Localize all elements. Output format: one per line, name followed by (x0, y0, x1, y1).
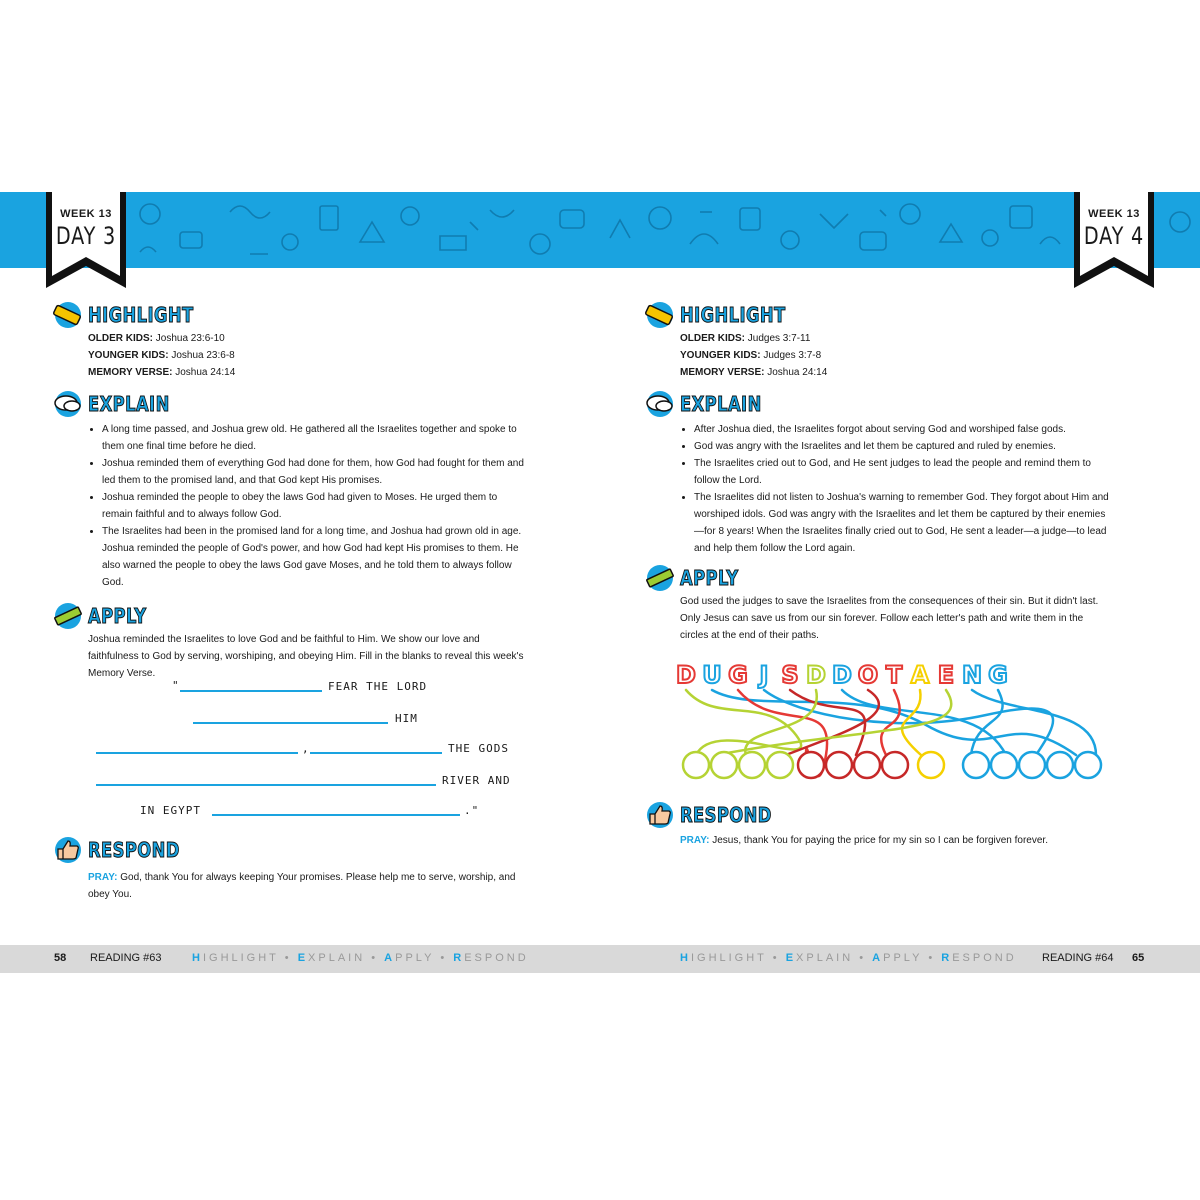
highlight-heading (50, 300, 530, 330)
maze-letter: U (702, 661, 722, 689)
younger-kids-label: YOUNGER KIDS: (88, 350, 169, 361)
doodle-banner (0, 192, 1200, 268)
highlight-title: HIGHLIGHT (88, 303, 194, 327)
explain-heading (50, 389, 530, 419)
respond-title: RESPOND (88, 838, 180, 862)
left-page (50, 300, 530, 682)
maze-letter: D (806, 661, 826, 689)
thumbs-up-icon (642, 800, 680, 830)
step-sep: • (284, 952, 292, 964)
step-rest: XPLAIN (796, 952, 854, 964)
answer-circle[interactable] (918, 752, 944, 778)
step-cap: A (384, 952, 396, 964)
answer-circle[interactable] (711, 752, 737, 778)
memory-verse-label: MEMORY VERSE: (680, 367, 765, 378)
week-tag-right (1074, 192, 1154, 288)
maze-letter: G (728, 661, 748, 689)
memory-verse-ref: Joshua 24:14 (767, 367, 828, 378)
blank-line[interactable] (193, 722, 388, 724)
step-rest: ESPOND (464, 952, 529, 964)
blank-line[interactable] (310, 752, 442, 754)
apply-text: Joshua reminded the Israelites to love God and be faithful to Him. We show our love and faithfulness to God by serving, worshiping, and obeying Him. Fill in the blanks to reveal this week's Memory Verse. (88, 634, 524, 679)
right-page (642, 300, 1114, 644)
apply-title: APPLY (680, 566, 739, 590)
step-cap: A (872, 952, 884, 964)
verse-text: IN EGYPT (140, 804, 201, 817)
maze-letter: G (988, 661, 1008, 689)
pray-body: God, thank You for always keeping Your promises. Please help me to serve, worship, and obey You. (88, 872, 516, 900)
pray-body: Jesus, thank You for paying the price for my sin so I can be forgiven forever. (712, 835, 1048, 846)
apply-heading (50, 601, 530, 631)
explain-title: EXPLAIN (88, 392, 170, 416)
maze-letter: D (832, 661, 852, 689)
thumbs-up-icon (50, 835, 88, 865)
list-item: • God was angry with the Israelites and let them be captured and ruled by enemies. (694, 438, 1114, 455)
step-rest: XPLAIN (308, 952, 366, 964)
blank-line[interactable] (96, 784, 436, 786)
step-cap: H (680, 952, 691, 964)
right-reading-label: READING #64 (1042, 952, 1114, 964)
maze-letter: J (759, 661, 769, 689)
list-item: • After Joshua died, the Israelites forgot about serving God and worshiped false gods. (694, 421, 1114, 438)
highlighter-icon (50, 300, 88, 330)
left-reading-label: READING #63 (90, 952, 162, 964)
verse-separator: , (302, 742, 310, 755)
right-footer-steps (680, 952, 1017, 964)
speech-bubble-icon (642, 389, 680, 419)
verse-text: HIM (395, 712, 418, 725)
right-page-number: 65 (1132, 952, 1145, 964)
verse-text: RIVER AND (442, 774, 511, 787)
step-cap: E (297, 952, 309, 964)
answer-circle[interactable] (1047, 752, 1073, 778)
list-item: • The Israelites had been in the promised land for a long time, and Joshua had grown old in age. Joshua reminded the people of God's power, and how God had kept His promises to them. He also warned the people to obey the laws God gave Moses, and he told them to always follow God. (102, 523, 530, 591)
maze-letter: D (676, 661, 696, 689)
step-rest: IGHLIGHT (690, 952, 767, 964)
apply-heading (642, 563, 1114, 593)
step-cap: R (453, 952, 465, 964)
week-label: WEEK 13 (1088, 208, 1140, 220)
pencil-icon (50, 601, 88, 631)
highlight-refs (88, 330, 530, 381)
older-kids-label: OLDER KIDS: (680, 333, 745, 344)
footer-bar (0, 945, 1200, 973)
maze-letter: T (885, 661, 903, 689)
apply-text: God used the judges to save the Israelites from the consequences of their sin. But it didn't last. Only Jesus can save us from our sin forever. Follow each letter's path and write them in the circles at the end of their paths. (680, 596, 1099, 641)
right-respond (642, 800, 1114, 849)
pray-label: PRAY: (680, 835, 710, 846)
respond-heading (642, 800, 1114, 830)
maze-letter: N (961, 661, 983, 689)
older-kids-label: OLDER KIDS: (88, 333, 153, 344)
highlighter-icon (642, 300, 680, 330)
list-item: • Joshua reminded the people to obey the laws God had given to Moses. He urged them to remain faithful and to always follow God. (102, 489, 530, 523)
blank-line[interactable] (96, 752, 298, 754)
answer-circle[interactable] (963, 752, 989, 778)
verse-open-quote: " (172, 679, 180, 692)
step-rest: PPLY (395, 952, 435, 964)
answer-circle[interactable] (854, 752, 880, 778)
answer-circle[interactable] (882, 752, 908, 778)
step-rest: ESPOND (952, 952, 1017, 964)
maze-letters (676, 661, 1008, 689)
explain-list (642, 421, 1114, 557)
verse-text: THE GODS (448, 742, 509, 755)
left-footer-steps (192, 952, 529, 964)
older-kids-ref: Judges 3:7-11 (747, 333, 811, 344)
younger-kids-label: YOUNGER KIDS: (680, 350, 761, 361)
answer-circle[interactable] (826, 752, 852, 778)
maze-letter: A (910, 661, 930, 689)
apply-title: APPLY (88, 604, 147, 628)
younger-kids-ref: Joshua 23:6-8 (171, 350, 235, 361)
speech-bubble-icon (50, 389, 88, 419)
highlight-refs (680, 330, 1114, 381)
pray-text (88, 869, 530, 903)
step-sep: • (859, 952, 867, 964)
answer-circle[interactable] (991, 752, 1017, 778)
explain-list (50, 421, 530, 591)
day-label: DAY 4 (1083, 222, 1145, 250)
pencil-icon (642, 563, 680, 593)
respond-title: RESPOND (680, 803, 772, 827)
list-item: • A long time passed, and Joshua grew old. He gathered all the Israelites together and spoke to them one final time before he died. (102, 421, 530, 455)
verse-close-quote: ." (464, 804, 480, 817)
maze-letter: O (857, 661, 879, 689)
pray-label: PRAY: (88, 872, 118, 883)
week-tag-left (46, 192, 126, 288)
doodle-pattern-icon (0, 192, 1200, 268)
explain-title: EXPLAIN (680, 392, 762, 416)
step-rest: PPLY (883, 952, 923, 964)
maze-letter: E (937, 661, 955, 689)
left-page-number: 58 (54, 952, 67, 964)
list-item: • The Israelites did not listen to Joshua's warning to remember God. They forgot about Him and worshiped idols. God was angry with the Israelites and let them be captured by their enemies—for 8 years! When the Israelites finally cried out to God, He sent a leader—a judge—to lead and help them follow the Lord again. (694, 489, 1114, 557)
explain-heading (642, 389, 1114, 419)
blank-line[interactable] (212, 814, 460, 816)
step-cap: E (785, 952, 797, 964)
maze-letter: S (781, 661, 799, 689)
answer-circle[interactable] (1019, 752, 1045, 778)
step-sep: • (772, 952, 780, 964)
step-cap: H (192, 952, 203, 964)
answer-circle[interactable] (798, 752, 824, 778)
younger-kids-ref: Judges 3:7-8 (763, 350, 822, 361)
pray-text (680, 832, 1114, 849)
highlight-heading (642, 300, 1114, 330)
answer-circle[interactable] (683, 752, 709, 778)
step-sep: • (928, 952, 936, 964)
answer-circle[interactable] (767, 752, 793, 778)
day-label: DAY 3 (55, 222, 117, 250)
step-rest: IGHLIGHT (202, 952, 279, 964)
step-cap: R (941, 952, 953, 964)
blank-line[interactable] (180, 690, 322, 692)
memory-verse-ref: Joshua 24:14 (175, 367, 236, 378)
list-item: • Joshua reminded them of everything God had done for them, how God had fought for them and led them to the promised land, and that God kept His promises. (102, 455, 530, 489)
week-label: WEEK 13 (60, 208, 112, 220)
memory-verse-label: MEMORY VERSE: (88, 367, 173, 378)
respond-heading (50, 835, 530, 865)
answer-circle[interactable] (1075, 752, 1101, 778)
letter-path-maze (676, 655, 1116, 785)
left-respond (50, 835, 530, 903)
step-sep: • (440, 952, 448, 964)
list-item: • The Israelites cried out to God, and He sent judges to lead the people and remind them to follow the Lord. (694, 455, 1114, 489)
verse-text: FEAR THE LORD (328, 680, 428, 693)
answer-circle[interactable] (739, 752, 765, 778)
highlight-title: HIGHLIGHT (680, 303, 786, 327)
maze-circles (683, 752, 1101, 778)
step-sep: • (371, 952, 379, 964)
older-kids-ref: Joshua 23:6-10 (155, 333, 225, 344)
